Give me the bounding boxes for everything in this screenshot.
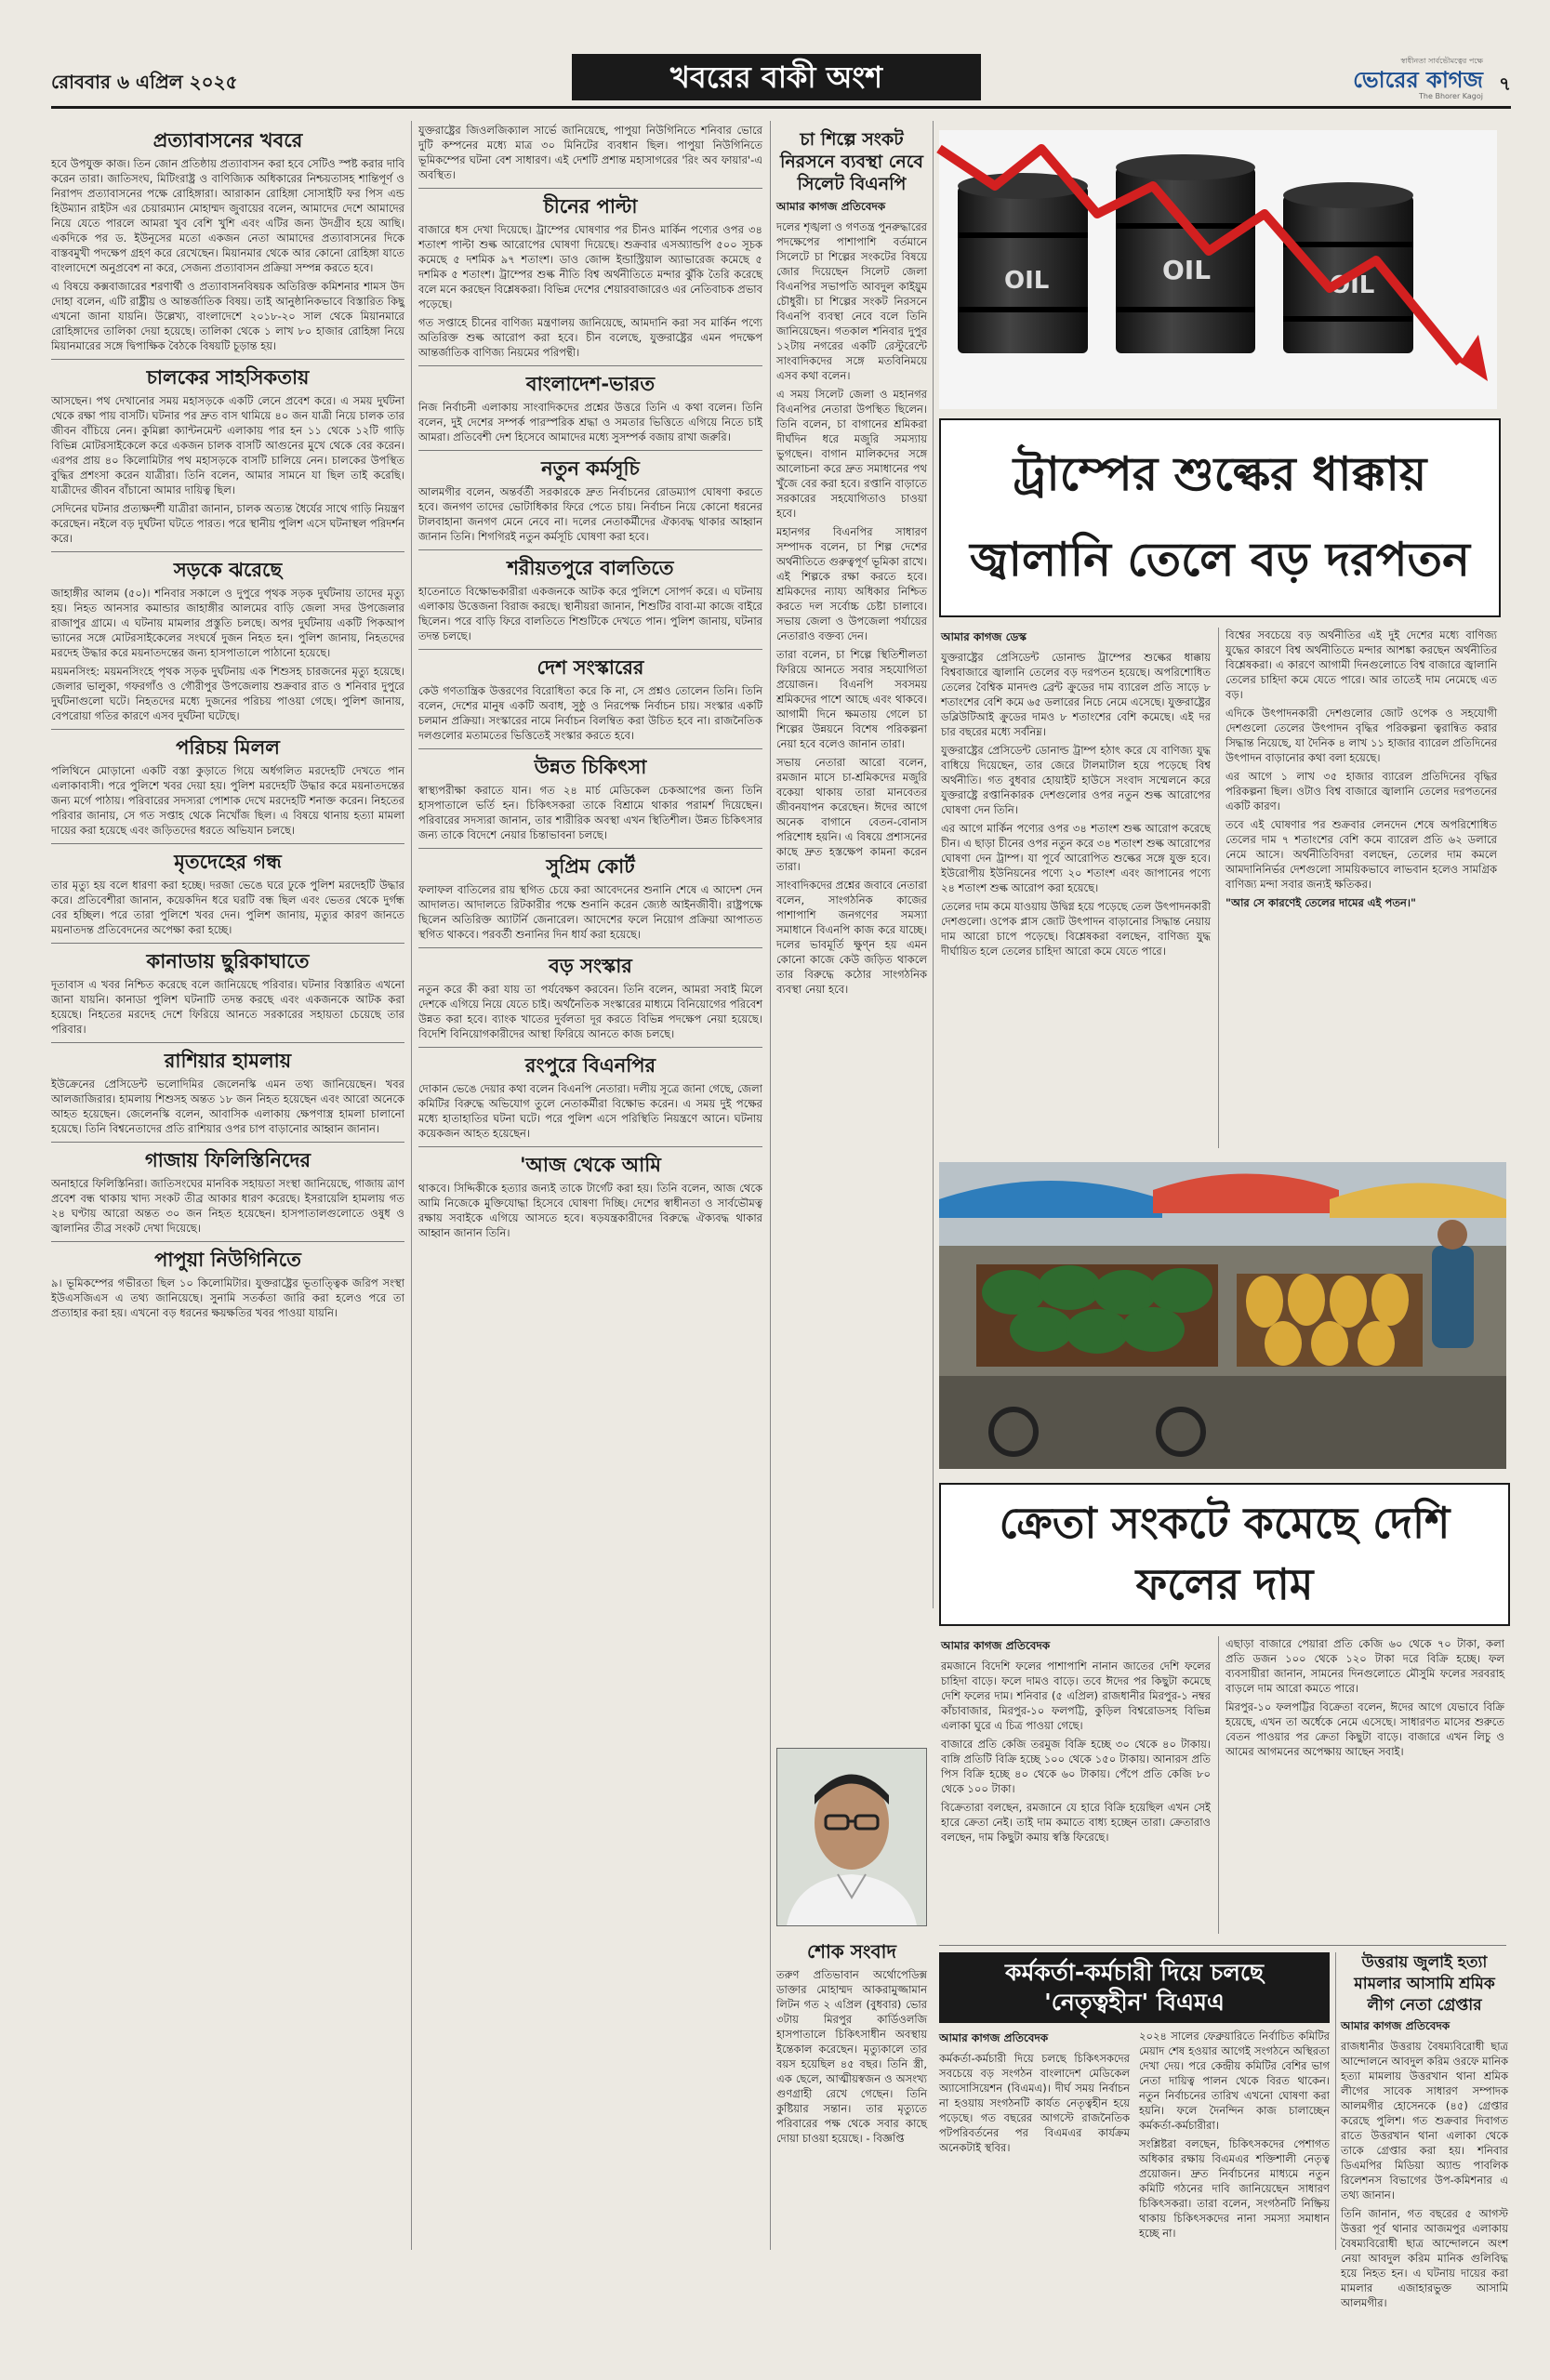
article-heading: রাশিয়ার হামলায়: [164, 1050, 292, 1072]
headline-line: উত্তরায় জুলাই হত্যা: [1361, 1953, 1488, 1972]
uttara-story: [1341, 1952, 1508, 2309]
bma-body: [939, 2029, 1330, 2241]
article-text: কেউ গণতান্ত্রিক উত্তরণের বিরোধিতা করে কি না, সে প্রশ্নও তোলেন তিনি। তিনি বলেন, দেশের মানুষ একটি অবাধ, সুষ্ঠু ও নিরপেক্ষ নির্বাচন চায়। সংস্কার একটি চলমান প্রক্রিয়া। সংস্কারের নামে নির্বাচন বিলম্বিত করা উচিত হবে না। রাজনৈতিক দলগুলোর মতামতের ভিত্তিতেই সংস্কার করতে হবে।: [418, 684, 762, 742]
article-text: বাজারে ধস দেখা দিয়েছে। ট্রাম্পের ঘোষণার পর চীনও মার্কিন পণ্যের ওপর ৩৪ শতাংশ পাল্টা শুল্ক আরোপের ঘোষণা দিয়েছে। শুক্রবার এসঅ্যান্ডপি ৫০০ সূচক কমেছে ৫ দশমিক ৯৭ শতাংশ। ডাও জোন্স ইন্ডাস্ট্রিয়াল অ্যাভারেজ কমেছে ৫ দশমিক ৫ শতাংশ। ট্রাম্পের শুল্ক নীতি বিশ্ব অর্থনীতিতে মন্দার ঝুঁকি তৈরি করেছে বলে মনে করছেন বিশ্লেষকরা। বিভিন্ন দেশের শেয়ারবাজারেও এর নেতিবাচক প্রভাব পড়েছে।: [418, 223, 762, 311]
article-heading: চা শিল্পে সংকট নিরসনে ব্যবস্থা নেবে সিলেট বিএনপি: [780, 129, 923, 194]
article-text: নতুন করে কী করা যায় তা পর্যবেক্ষণ করবেন। তিনি বলেন, আমরা সবাই মিলে দেশকে এগিয়ে নিয়ে যেতে চাই। অর্থনৈতিক সংস্কারের মাধ্যমে বিনিয়োগের পরিবেশ উন্নত করা হবে। ব্যাংক খাতের দুর্বলতা দূর করতে বিভিন্ন পদক্ষেপ নেয়া হয়েছে। বিদেশি বিনিয়োগকারীদের আস্থা ফিরিয়ে আনতে কাজ চলছে।: [418, 983, 762, 1040]
article-text: পলিথিনে মোড়ানো একটি বস্তা কুড়াতে গিয়ে অর্ধগলিত মরদেহটি দেখতে পান এলাকাবাসী। পরে পুলিশে খবর দেয়া হয়। পুলিশ মরদেহটি উদ্ধার করে ময়নাতদন্তের জন্য মর্গে পাঠায়। পরিবারের সদস্যরা পোশাক দেখে মরদেহটি শনাক্ত করেন। নিহতের পরিবার জানায়, সে গত সপ্তাহ থেকে নিখোঁজ ছিল। এ বিষয়ে থানায় হত্যা মামলা দায়ের করা হয়েছে এবং জড়িতদের ধরতে অভিযান চলছে।: [51, 764, 404, 837]
article-heading: সড়কে ঝরেছে: [173, 559, 283, 581]
article-heading: উন্নত চিকিৎসা: [534, 756, 647, 778]
byline: আমার কাগজ প্রতিবেদক: [776, 200, 886, 213]
article-text: মিরপুর-১০ ফলপট্টির বিক্রেতা বলেন, ঈদের আগে যেভাবে বিক্রি হয়েছে, এখন তা অর্ধেকে নেমে এসেছে। সাধারণত মাসের শুরুতে বেতন পাওয়ার পর ক্রেতা কিছুটা বাড়ে। বাজারে এখন লিচু ও আমের আগমনের অপেক্ষায় আছেন সবাই।: [1225, 1700, 1504, 1758]
column-divider: [933, 121, 934, 1608]
article-text: গত সপ্তাহে চীনের বাণিজ্য মন্ত্রণালয় জানিয়েছে, আমদানি করা সব মার্কিন পণ্যে অতিরিক্ত শুল্ক আরোপ করা হবে। চীন বলেছে, যুক্তরাষ্ট্রের এমন পদক্ষেপ আন্তর্জাতিক বাণিজ্য নিয়মের পরিপন্থী।: [418, 316, 762, 359]
oil-story-column-1: [941, 628, 1211, 1157]
article-heading: শোক সংবাদ: [807, 1940, 896, 1963]
separator: [418, 549, 762, 550]
article-text: থাকবে। সিদ্দিকীকে হত্যার জন্যই তাকে টার্গেট করা হয়। তিনি বলেন, আজ থেকে আমি নিজেকে মুক্তিযোদ্ধা হিসেবে ঘোষণা দিচ্ছি। দেশের স্বাধীনতা ও সার্বভৌমত্ব রক্ষায় সবাইকে এগিয়ে আসতে হবে। ষড়যন্ত্রকারীদের বিরুদ্ধে ঐক্যবদ্ধ থাকার আহ্বান জানান তিনি।: [418, 1182, 762, 1239]
article-heading: প্রত্যাবাসনের খবরে: [152, 129, 303, 152]
article-text: সভায় নেতারা আরো বলেন, রমজান মাসে চা-শ্রমিকদের মজুরি বকেয়া থাকায় তারা মানবেতর জীবনযাপন করেছেন। ঈদের আগে অনেক বাগানে বেতন-বোনাস পরিশোধ হয়নি। এ বিষয়ে প্রশাসনের কাছে দ্রুত হস্তক্ষেপ কামনা করেন তারা।: [776, 756, 927, 873]
header-rule: [51, 106, 1511, 109]
article-text: হাতেনাতে বিক্ষোভকারীরা একজনকে আটক করে পুলিশে সোপর্দ করে। এ ঘটনায় এলাকায় উত্তেজনা বিরাজ করছে। স্থানীয়রা জানান, শিশুটির বাবা-মা কাজে বাইরে ছিলেন। পরে বাড়ি ফিরে বালতিতে শিশুটিকে দেখতে পান। পুলিশ জানায়, ঘটনার তদন্ত চলছে।: [418, 585, 762, 642]
bma-story: [939, 1952, 1330, 2250]
column-divider: [1335, 1952, 1336, 2250]
article-heading: মৃতদেহের গন্ধ: [174, 851, 282, 873]
separator: [418, 188, 762, 189]
article-text: যুক্তরাষ্ট্রের প্রেসিডেন্ট ডোনাল্ড ট্রাম্প হঠাৎ করে যে বাণিজ্য যুদ্ধ বাধিয়ে দিয়েছেন, তার জেরে টালমাটাল হয়ে পড়েছে বিশ্ব অর্থনীতি। গত বুধবার হোয়াইট হাউসে সংবাদ সম্মেলনে করে যুক্তরাষ্ট্রে রপ্তানিকারক দেশগুলোর ওপর নতুন শুল্ক আরোপের ঘোষণা দেন তিনি।: [941, 744, 1211, 816]
article-text: তারা বলেন, চা শিল্পে স্থিতিশীলতা ফিরিয়ে আনতে সবার সহযোগিতা প্রয়োজন। বিএনপি সবসময় শ্রমিকদের পাশে আছে এবং থাকবে। আগামী দিনে ক্ষমতায় গেলে চা শিল্পের উন্নয়নে বিশেষ পরিকল্পনা নেয়া হবে বলেও জানান তারা।: [776, 648, 927, 750]
article-heading: শরীয়তপুরে বালতিতে: [507, 557, 674, 579]
column-2: [418, 123, 762, 2252]
separator: [418, 848, 762, 849]
headline-line: মামলার আসামি শ্রমিক: [1354, 1975, 1495, 1993]
article-text: এ সময় সিলেট জেলা ও মহানগর বিএনপির নেতারা উপস্থিত ছিলেন। তিনি বলেন, চা বাগানের শ্রমিকরা দীর্ঘদিন ধরে মজুরি সমস্যায় ভুগছেন। বাগান মালিকদের সঙ্গে আলোচনা করে দ্রুত সমাধানের পথ খুঁজে বের করা হবে। রপ্তানি বাড়াতে সরকারের সহযোগিতাও চাওয়া হবে।: [776, 388, 927, 520]
bma-col-1: [939, 2029, 1130, 2241]
fruit-headline: [939, 1483, 1510, 1626]
page-number: ৭: [1498, 73, 1511, 95]
article-heading: পাপুয়া নিউগিনিতে: [154, 1249, 301, 1271]
article-heading: গাজায় ফিলিস্তিনিদের: [144, 1149, 311, 1171]
article-text: জাহাঙ্গীর আলম (৫০)। শনিবার সকালে ও দুপুরে পৃথক সড়ক দুর্ঘটনায় তাদের মৃত্যু হয়। নিহত আনসার কমান্ডার জাহাঙ্গীর আলমের বাড়ি জেলা সদর উপজেলার রাজাপুর গ্রামে। এ ঘটনায় মামলার প্রস্তুতি চলছে। অপর দুর্ঘটনায় একটি পিকআপ ভ্যানের সঙ্গে মোটরসাইকেলের সংঘর্ষে দুজন নিহত হন। পুলিশ জানায়, নিহতদের মরদেহ উদ্ধার করে ময়নাতদন্তের জন্য হাসপাতালে পাঠানো হয়েছে।: [51, 587, 404, 659]
column-divider: [770, 121, 771, 2250]
separator: [51, 1042, 404, 1043]
article-text: বিশ্বের সবচেয়ে বড় অর্থনীতির এই দুই দেশের মধ্যে বাণিজ্য যুদ্ধের কারণে বিশ্ব অর্থনীতিতে মন্দার আশঙ্কা করছেন অর্থনীতির বিশ্লেষকরা। এ কারণে আগামী দিনগুলোতে বিশ্ব বাজারে জ্বালানি তেলের চাহিদা কমে যেতে পারে। আর তাতেই দাম নেমেছে এত বড়।: [1225, 628, 1497, 701]
bma-headline: [939, 1952, 1330, 2023]
article-heading: রংপুরে বিএনপির: [524, 1054, 656, 1077]
fruit-story-column-1: [941, 1636, 1211, 1943]
article-text: মহানগর বিএনপির সাধারণ সম্পাদক বলেন, চা শিল্প দেশের অর্থনীতিতে গুরুত্বপূর্ণ ভূমিকা রাখে। এই শিল্পকে রক্ষা করতে হবে। শ্রমিকদের ন্যায্য অধিকার নিশ্চিত করতে দল সর্বোচ্চ চেষ্টা চালাবে। সভায় জেলা ও উপজেলা পর্যায়ের নেতারাও বক্তব্য দেন।: [776, 525, 927, 642]
bma-col-2: [1139, 2029, 1330, 2241]
article-text: ২০২৪ সালের ফেব্রুয়ারিতে নির্বাচিত কমিটির মেয়াদ শেষ হওয়ার আগেই সংগঠনে অস্থিরতা দেখা দেয়। পরে কেন্দ্রীয় কমিটির বেশির ভাগ নেতা দায়িত্ব পালন থেকে বিরত থাকেন। নতুন নির্বাচনের তারিখ এখনো ঘোষণা করা হয়নি। ফলে দৈনন্দিন কাজ চালাচ্ছেন কর্মকর্তা-কর্মচারীরা।: [1139, 2030, 1330, 2132]
logo-tagline: স্বাধীনতা সার্বভৌমত্বের পক্ষে: [1400, 57, 1483, 65]
column-divider: [411, 121, 412, 2250]
oil-barrel-chart-illustration: [939, 130, 1497, 409]
article-heading: সুপ্রিম কোর্ট: [546, 855, 635, 878]
newspaper-logo: [1325, 56, 1483, 99]
article-heading: নতুন কর্মসূচি: [541, 457, 640, 480]
article-text: তরুণ প্রতিভাবান অর্থোপেডিক্স ডাক্তার মোহাম্মদ আকরামুজ্জামান লিটন গত ২ এপ্রিল (বুধবার) ভোর ৩টায় মিরপুর কার্ডিওলজি হাসপাতালে চিকিৎসাধীন অবস্থায় ইন্তেকাল করেছেন। মৃত্যুকালে তার বয়স হয়েছিল ৪৫ বছর। তিনি স্ত্রী, এক ছেলে, আত্মীয়স্বজন ও অসংখ্য গুণগ্রাহী রেখে গেছেন। তিনি কুষ্টিয়ার সন্তান। তার মৃত্যুতে পরিবারের পক্ষ থেকে সবার কাছে দোয়া চাওয়া হয়েছে। - বিজ্ঞপ্তি: [776, 1968, 927, 2145]
bma-headline-line1: কর্মকর্তা-কর্মচারী দিয়ে চলছে: [1004, 1959, 1265, 1986]
headline-text: ক্রেতা সংকটে কমেছে দেশি ফলের দাম: [999, 1498, 1451, 1609]
article-heading: চীনের পাল্টা: [543, 195, 638, 218]
article-heading: বাংলাদেশ-ভারত: [525, 373, 656, 395]
pull-quote: "আর সে কারণেই তেলের দামের এই পতন।": [1225, 896, 1416, 909]
article-text: তবে এই ঘোষণার পর শুক্রবার লেনদেন শেষে অপরিশোধিত তেলের দাম ৭ শতাংশের বেশি কমে ব্যারেল প্রতি ৬২ ডলারে নেমে আসে। অর্থনীতিবিদরা বলছেন, তেলের দাম কমলে আমদানিনির্ভর দেশগুলো সাময়িকভাবে লাভবান হলেও সামগ্রিক বাণিজ্য মন্দা সবার জন্যই ক্ষতিকর।: [1225, 818, 1497, 891]
separator: [51, 1142, 404, 1143]
article-heading: 'আজ থেকে আমি: [520, 1154, 661, 1176]
headline-text: ট্রাম্পের শুল্কের ধাক্কায় জ্বালানি তেলে বড় দরপতন: [970, 447, 1470, 587]
article-text: ফলাফল বাতিলের রায় স্থগিত চেয়ে করা আবেদনের শুনানি শেষে এ আদেশ দেন আদালত। আদালতে রিটকারীর পক্ষে শুনানি করেন জ্যেষ্ঠ আইনজীবী। রাষ্ট্রপক্ষে ছিলেন অতিরিক্ত অ্যাটর্নি জেনারেল। আদেশের ফলে নিয়োগ প্রক্রিয়া আপাতত স্থগিত থাকবে। পরবর্তী শুনানির দিন ধার্য করা হয়েছে।: [418, 883, 762, 941]
article-text: যুক্তরাষ্ট্রের জিওলজিক্যাল সার্ভে জানিয়েছে, পাপুয়া নিউগিনিতে শনিবার ভোরে দুটি কম্পনের মধ্যে মাত্র ৩০ মিনিটের ব্যবধান ছিল। পাপুয়া নিউগিনিতে ভূমিকম্পের ঘটনা বেশ সাধারণ। এই দেশটি প্রশান্ত মহাসাগরের 'রিং অব ফায়ার'-এ অবস্থিত।: [418, 124, 762, 181]
article-text: এর আগে মার্কিন পণ্যের ওপর ৩৪ শতাংশ শুল্ক আরোপ করেছে চীন। এ ছাড়া চীনের ওপর নতুন করে ৩৪ শতাংশ শুল্ক আরোপের ঘোষণা দেন ট্রাম্প। যা পূর্বে আরোপিত শুল্কের সঙ্গে যুক্ত হবে। ইউরোপীয় ইউনিয়নের পণ্যে ২০ শতাংশ এবং জাপানের পণ্যে ২৪ শতাংশ শুল্ক আরোপ করা হয়েছে।: [941, 822, 1211, 894]
article-text: আসছেন। পথ দেখানোর সময় মহাসড়কে একটি লেনে প্রবেশ করে। এ সময় দুর্ঘটনা থেকে রক্ষা পায় বাসটি। ঘটনার পর দ্রুত বাস থামিয়ে ৪০ জন যাত্রী নিয়ে চালক তার জীবন বাঁচিয়ে নেন। কুমিল্লা ক্যান্টনমেন্ট এলাকায় পার হন ১১ থেকে ১২টি গাড়ি বিভিন্ন মোটরসাইকেলে করে একজন চালক বাসটি আগুনের মুখে থেকে বের করেন। এরপর প্রায় ৪০ কিলোমিটার পথ মহাসড়কে বাসটি চালিয়ে নেন। চালকের উপস্থিত বুদ্ধির প্রশংসা করেন যাত্রীরা। তিনি বলেন, আমার সামনে যা ছিল তাই করেছি। যাত্রীদের জীবন বাঁচানো আমার দায়িত্ব ছিল।: [51, 394, 404, 496]
separator: [51, 359, 404, 360]
oil-barrels-image: [939, 130, 1497, 409]
article-text: স্বাস্থ্যপরীক্ষা করাতে যান। গত ২৪ মার্চ মেডিকেল চেকআপের জন্য তিনি হাসপাতালে ভর্তি হন। চিকিৎসকরা তাকে বিশ্রামে থাকার পরামর্শ দিয়েছেন। পরিবারের সদস্যরা জানান, তার শারীরিক অবস্থা এখন স্থিতিশীল। উন্নত চিকিৎসার জন্য তাকে বিদেশে নেয়ার চিন্তাভাবনা চলছে।: [418, 784, 762, 841]
separator: [51, 1241, 404, 1242]
article-text: দলের শৃঙ্খলা ও গণতন্ত্র পুনরুদ্ধারের পদক্ষেপের পাশাপাশি বর্তমানে সিলেটে চা শিল্পের সংকটের বিষয়ে জোর দিয়েছেন সিলেট জেলা বিএনপির সভাপতি আবদুল কাইয়ুম চৌধুরী। চা শিল্পের সংকট নিরসনে বিএনপি ব্যবস্থা নেবে বলে তিনি জানিয়েছেন। গতকাল শনিবার দুপুর ১২টায় নগরের একটি রেস্টুরেন্টে সাংবাদিকদের সঙ্গে মতবিনিময়ে এসব কথা বলেন।: [776, 220, 927, 382]
separator: [418, 649, 762, 650]
article-text: যুক্তরাষ্ট্রের প্রেসিডেন্ট ডোনাল্ড ট্রাম্পের শুল্কের ধাক্কায় বিশ্ববাজারে জ্বালানি তেলের বড় দরপতন হয়েছে। অপরিশোধিত তেলের বৈশ্বিক মানদণ্ড ব্রেন্ট ক্রুডের দাম ব্যারেল প্রতি সাড়ে ৮ শতাংশের বেশি কমে ৬৫ ডলারের নিচে নেমে এসেছে। যুক্তরাষ্ট্রের ডব্লিউটিআই ক্রুডের দামও ৮ শতাংশের বেশি কমেছে। এই দর চার বছরের মধ্যে সর্বনিম্ন।: [941, 651, 1211, 738]
separator: [418, 1047, 762, 1048]
article-heading: পরিচয় মিলল: [176, 736, 280, 759]
column-divider: [1218, 1636, 1219, 1934]
article-heading: বড় সংস্কার: [549, 955, 632, 977]
byline: আমার কাগজ ডেস্ক: [941, 630, 1027, 643]
logo-english: The Bhorer Kagoj: [1419, 92, 1483, 100]
article-text: তার মৃত্যু হয় বলে ধারণা করা হচ্ছে। দরজা ভেঙে ঘরে ঢুকে পুলিশ মরদেহটি উদ্ধার করে। প্রতিবেশীরা জানান, কয়েকদিন ধরে ঘরটি বন্ধ ছিল এবং ভেতর থেকে দুর্গন্ধ বের হচ্ছিল। পরে তারা পুলিশে খবর দেন। পুলিশ জানায়, মৃত্যুর কারণ জানতে ময়নাতদন্ত প্রতিবেদনের অপেক্ষা করা হচ্ছে।: [51, 879, 404, 936]
separator: [51, 843, 404, 844]
fruit-market-photo: [939, 1162, 1506, 1469]
separator: [51, 551, 404, 552]
article-text: হবে উপযুক্ত কাজ। তিন জোন প্রতিষ্ঠায় প্রত্যাবাসন করা হবে সেটিও স্পষ্ট করার দাবি করেন তারা। জাতিসংঘ, মিটিংরাষ্ট্র ও বাণিজ্যিক অধিকারের নিশ্চয়তাসহ শান্তিপূর্ণ ও নিরাপদ প্রত্যাবাসনের পক্ষে রোহিঙ্গারা। আরাকান রোহিঙ্গা সোসাইটি ফর পিস এন্ড হিউম্যান রাইটস এর চেয়ারম্যান মোহাম্মদ জুবায়ের বলেন, আমাদের দেশে আমাদের নিয়ে যেতে পারলে আমরা খুব বেশি খুশি এবং এটির জন্য উদগ্রীব হয়ে আছি। একদিকে পর ড. ইউনূসের মতো একজন নেতা আমাদের প্রত্যাবাসনের দিকে বাস্তবমুখী পদক্ষেপ গ্রহণ করে রেখেছেন। মিয়ানমার থেকে আর কোনো রোহিঙ্গা যাতে বাংলাদেশে অনুপ্রবেশ না করে, সেজন্য প্রত্যাবাসন প্রক্রিয়া সম্পন্ন করতে হবে।: [51, 157, 404, 274]
article-text: আলমগীর বলেন, অন্তর্বর্তী সরকারকে দ্রুত নির্বাচনের রোডম্যাপ ঘোষণা করতে হবে। জনগণ তাদের ভোটাধিকার ফিরে পেতে চায়। নির্বাচন নিয়ে কোনো ধরনের টালবাহানা জনগণ মেনে নেবে না। দলের নেতাকর্মীদের ঐক্যবদ্ধ থাকার আহ্বান জানান তিনি। শিগগিরই নতুন কর্মসূচি ঘোষণা করা হবে।: [418, 485, 762, 543]
uttara-headline: [1341, 1952, 1508, 2016]
separator: [418, 365, 762, 366]
separator: [418, 947, 762, 948]
article-text: এছাড়া বাজারে পেয়ারা প্রতি কেজি ৬০ থেকে ৭০ টাকা, কলা প্রতি ডজন ১০০ থেকে ১২০ টাকা দরে বিক্রি হচ্ছে। ফল ব্যবসায়ীরা জানান, সামনের দিনগুলোতে মৌসুমি ফলের সরবরাহ বাড়লে দাম আরো কমতে পারে।: [1225, 1637, 1504, 1695]
byline: আমার কাগজ প্রতিবেদক: [1341, 2019, 1451, 2032]
separator: [418, 748, 762, 749]
article-text: বিক্রেতারা বলছেন, রমজানে যে হারে বিক্রি হয়েছিল এখন সেই হারে ক্রেতা নেই। তাই দাম কমাতে বাধ্য হচ্ছেন তারা। ক্রেতারাও বলছেন, দাম কিছুটা কমায় স্বস্তি ফিরেছে।: [941, 1801, 1211, 1844]
byline: আমার কাগজ প্রতিবেদক: [939, 2031, 1049, 2044]
section-title: খবরের বাকী অংশ: [572, 54, 981, 100]
article-text: সংশ্লিষ্টরা বলছেন, চিকিৎসকদের পেশাগত অধিকার রক্ষায় বিএমএর শক্তিশালী নেতৃত্ব প্রয়োজন। দ্রুত নির্বাচনের মাধ্যমে নতুন কমিটি গঠনের দাবি জানিয়েছেন সাধারণ চিকিৎসকরা। তারা বলেন, সংগঠনটি নিষ্ক্রিয় থাকায় চিকিৎসকদের নানা সমস্যা সমাধান হচ্ছে না।: [1139, 2137, 1330, 2240]
article-text: রাজধানীর উত্তরায় বৈষম্যবিরোধী ছাত্র আন্দোলনে আবদুল করিম ওরফে মানিক হত্যা মামলায় উত্তরখান থানা শ্রমিক লীগের সাবেক সাধারণ সম্পাদক আলমগীর হোসেনকে (৪৫) গ্রেপ্তার করেছে পুলিশ। গত শুক্রবার দিবাগত রাতে উত্তরখান থানা এলাকা থেকে তাকে গ্রেপ্তার করা হয়। শনিবার ডিএমপির মিডিয়া অ্যান্ড পাবলিক রিলেশনস বিভাগের উপ-কমিশনার এ তথ্য জানান।: [1341, 2040, 1508, 2202]
article-heading: দেশ সংস্কারের: [537, 656, 644, 679]
separator: [51, 943, 404, 944]
barrel-label: OIL: [1004, 267, 1050, 295]
article-text: অনাহারে ফিলিস্তিনিরা। জাতিসংঘের মানবিক সহায়তা সংস্থা জানিয়েছে, গাজায় ত্রাণ প্রবেশ বন্ধ থাকায় খাদ্য সংকট তীব্র আকার ধারণ করেছে। ইসরায়েলি হামলায় গত ২৪ ঘণ্টায় আরো অন্তত ৩০ জন নিহত হয়েছেন। হাসপাতালগুলোতে ওষুধ ও জ্বালানির তীব্র সংকট দেখা দিয়েছে।: [51, 1177, 404, 1235]
article-text: এর আগে ১ লাখ ৩৫ হাজার ব্যারেল প্রতিদিনের বৃদ্ধির পরিকল্পনা ছিল। ওটাও বিশ্ব বাজারে জ্বালানি তেলের দরপতনের একটি কারণ।: [1225, 770, 1497, 813]
article-heading: চালকের সাহসিকতায়: [146, 366, 310, 389]
separator: [418, 450, 762, 451]
article-text: তেলের দাম কমে যাওয়ায় উদ্বিগ্ন হয়ে পড়েছে তেল উৎপাদনকারী দেশগুলো। ওপেক প্লাস জোট উৎপাদন বাড়ানোর সিদ্ধান্ত নেয়ায় দাম আরো চাপে পড়েছে। বিশ্লেষকরা বলছেন, বাণিজ্য যুদ্ধ দীর্ঘায়িত হলে তেলের চাহিদা আরো কমে যেতে পারে।: [941, 900, 1211, 958]
page-header: [51, 54, 1511, 110]
bma-headline-line2: 'নেতৃত্বহীন' বিএমএ: [1044, 1989, 1225, 2016]
barrel-label: OIL: [1330, 271, 1375, 299]
separator: [51, 729, 404, 730]
article-text: সাংবাদিকদের প্রশ্নের জবাবে নেতারা বলেন, সাংগঠনিক কাজের পাশাপাশি জনগণের সমস্যা সমাধানে বিএনপি কাজ করে যাচ্ছে। দলের ভাবমূর্তি ক্ষুণ্ন হয় এমন কোনো কাজে কেউ জড়িত থাকলে তার বিরুদ্ধে কঠোর সাংগঠনিক ব্যবস্থা নেয়া হবে।: [776, 879, 927, 996]
article-text: রমজানে বিদেশি ফলের পাশাপাশি নানান জাতের দেশি ফলের চাহিদা বাড়ে। ফলে দামও বাড়ে। তবে ঈদের পর কিছুটা কমেছে দেশি ফলের দাম। শনিবার (৫ এপ্রিল) রাজধানীর মিরপুর-১ নম্বর কাঁচাবাজার, মিরপুর-১০ ফলপট্টি, কুড়িল বিশ্বরোডসহ বিভিন্ন এলাকা ঘুরে এ চিত্র পাওয়া গেছে।: [941, 1659, 1211, 1732]
article-text: কর্মকর্তা-কর্মচারী দিয়ে চলছে চিকিৎসকদের সবচেয়ে বড় সংগঠন বাংলাদেশ মেডিকেল অ্যাসোসিয়েশন (বিএমএ)। দীর্ঘ সময় নির্বাচন না হওয়ায় সংগঠনটি কার্যত নেতৃত্বহীন হয়ে পড়েছে। গত বছরের আগস্টে রাজনৈতিক পটপরিবর্তনের পর বিএমএর কার্যক্রম অনেকটাই স্থবির।: [939, 2052, 1130, 2154]
article-text: ৯। ভূমিকম্পের গভীরতা ছিল ১০ কিলোমিটার। যুক্তরাষ্ট্রের ভূতাত্ত্বিক জরিপ সংস্থা ইউএসজিএস এ তথ্য জানিয়েছে। সুনামি সতর্কতা জারি করা হলেও পরে তা প্রত্যাহার করা হয়। এখনো বড় ধরনের ক্ষয়ক্ষতির খবর পাওয়া যায়নি।: [51, 1276, 404, 1319]
article-text: ইউক্রেনের প্রেসিডেন্ট ভলোদিমির জেলেনস্কি এমন তথ্য জানিয়েছেন। খবর আলজাজিরার। হামলায় শিশুসহ অন্তত ১৮ জন নিহত হয়েছেন এবং আরো অনেকে আহত হয়েছেন। জেলেনস্কি বলেন, আবাসিক এলাকায় ক্ষেপণাস্ত্র হামলা চালানো হয়েছে। তিনি বিশ্বনেতাদের প্রতি রাশিয়ার ওপর চাপ বাড়ানোর আহ্বান জানান।: [51, 1078, 404, 1135]
article-text: ময়মনসিংহ: ময়মনসিংহে পৃথক সড়ক দুর্ঘটনায় এক শিশুসহ চারজনের মৃত্যু হয়েছে। জেলার ভালুকা, গফরগাঁও ও গৌরীপুর উপজেলায় শুক্রবার রাত ও শনিবার দুপুরে দুর্ঘটনাগুলো ঘটে। নিহতদের মধ্যে দুজনের পরিচয় পাওয়া গেছে। পুলিশ জানায়, বেপরোয়া গতির কারণে এসব দুর্ঘটনা ঘটেছে।: [51, 665, 404, 722]
article-text: নিজ নির্বাচনী এলাকায় সাংবাদিকদের প্রশ্নের উত্তরে তিনি এ কথা বলেন। তিনি বলেন, দুই দেশের সম্পর্ক পারস্পরিক শ্রদ্ধা ও সমতার ভিত্তিতে এগিয়ে নিতে চাই আমরা। প্রতিবেশী দেশ হিসেবে আমাদের মধ্যে সুসম্পর্ক বজায় রাখা জরুরি।: [418, 401, 762, 443]
main-headline: [939, 418, 1501, 617]
article-text: সেদিনের ঘটনার প্রত্যক্ষদর্শী যাত্রীরা জানান, চালক অত্যন্ত ধৈর্যের সাথে গাড়ি নিয়ন্ত্রণ করেছেন। নইলে বড় দুর্ঘটনা ঘটতে পারত। পরে স্থানীয় পুলিশ এসে ঘটনাস্থল পরিদর্শন করে।: [51, 502, 404, 545]
headline-line: লীগ নেতা গ্রেপ্তার: [1367, 1996, 1482, 2015]
obituary: [776, 1934, 927, 2250]
article-text: এদিকে উৎপাদনকারী দেশগুলোর জোট ওপেক ও সহযোগী দেশগুলো তেলের উৎপাদন বৃদ্ধির পরিকল্পনা ত্বরান্বিত করার সিদ্ধান্ত নিয়েছে, যা দৈনিক ৪ লাখ ১১ হাজার ব্যারেল প্রতিদিনের উৎপাদন বাড়ানোর কথা বলা হয়েছে।: [1225, 707, 1497, 764]
column-3: [776, 123, 927, 1740]
column-divider: [1218, 628, 1219, 1148]
column-1: [51, 123, 404, 2252]
portrait-photo: [776, 1748, 927, 1926]
byline: আমার কাগজ প্রতিবেদক: [941, 1639, 1051, 1652]
issue-date: রোববার ৬ এপ্রিল ২০২৫: [51, 71, 238, 93]
article-text: এ বিষয়ে কক্সবাজারের শরণার্থী ও প্রত্যাবাসনবিষয়ক অতিরিক্ত কমিশনার শামস উদ দোহা বলেন, এটি রাষ্ট্রীয় ও আন্তর্জাতিক বিষয়। তাই আনুষ্ঠানিকভাবে বিস্তারিত কিছু এখনো জানা যায়নি। উল্লেখ্য, বাংলাদেশে ২০১৮-২০ সাল থেকে মিয়ানমারে রোহিঙ্গাদের তালিকা দেয়া হয়েছে। তালিকা থেকে ১ লাখ ৮০ হাজার রোহিঙ্গা নিয়ে মিয়ানমারের সঙ্গে দ্বিপাক্ষিক বৈঠকে বিষয়টি চূড়ান্ত হয়।: [51, 280, 404, 352]
fruit-story-column-2: [1225, 1636, 1504, 1943]
logo-name: ভোরের কাগজ: [1353, 67, 1483, 93]
article-heading: কানাডায় ছুরিকাঘাতে: [146, 950, 310, 972]
article-text: তিনি জানান, গত বছরের ৫ আগস্ট উত্তরা পূর্ব থানার আজমপুর এলাকায় বৈষম্যবিরোধী ছাত্র আন্দোলনে অংশ নেয়া আবদুল করিম মানিক গুলিবিদ্ধ হয়ে নিহত হন। এ ঘটনায় দায়ের করা মামলার এজাহারভুক্ত আসামি আলমগীর।: [1341, 2207, 1508, 2309]
separator: [418, 1146, 762, 1147]
fruit-stall-illustration: [939, 1162, 1506, 1469]
section-rule: [939, 1945, 1506, 1946]
oil-story-column-2: [1225, 628, 1497, 1157]
article-text: দোকান ভেঙে দেয়ার কথা বলেন বিএনপি নেতারা। দলীয় সূত্রে জানা গেছে, জেলা কমিটির বিরুদ্ধে অভিযোগ তুলে নেতাকর্মীরা বিক্ষোভ করেন। এ সময় দুই পক্ষের মধ্যে হাতাহাতির ঘটনা ঘটে। পরে পুলিশ এসে পরিস্থিতি নিয়ন্ত্রণে আনে। ঘটনায় কয়েকজন আহত হয়েছেন।: [418, 1082, 762, 1140]
article-text: দূতাবাস এ খবর নিশ্চিত করেছে বলে জানিয়েছে পরিবার। ঘটনার বিস্তারিত এখনো জানা যায়নি। কানাডা পুলিশ ঘটনাটি তদন্ত করছে এবং একজনকে আটক করা হয়েছে। নিহতের মরদেহ দেশে ফিরিয়ে আনতে সরকারের সহায়তা চেয়েছে তার পরিবার।: [51, 978, 404, 1036]
article-text: বাজারে প্রতি কেজি তরমুজ বিক্রি হচ্ছে ৩০ থেকে ৪০ টাকায়। বাঙ্গি প্রতিটি বিক্রি হচ্ছে ১০০ থেকে ১৫০ টাকায়। আনারস প্রতি পিস বিক্রি হচ্ছে ৪০ থেকে ৬০ টাকায়। পেঁপে প্রতি কেজি ৮০ থেকে ১০০ টাকা।: [941, 1738, 1211, 1795]
person-icon: [777, 1749, 926, 1925]
barrel-label: OIL: [1162, 255, 1212, 285]
